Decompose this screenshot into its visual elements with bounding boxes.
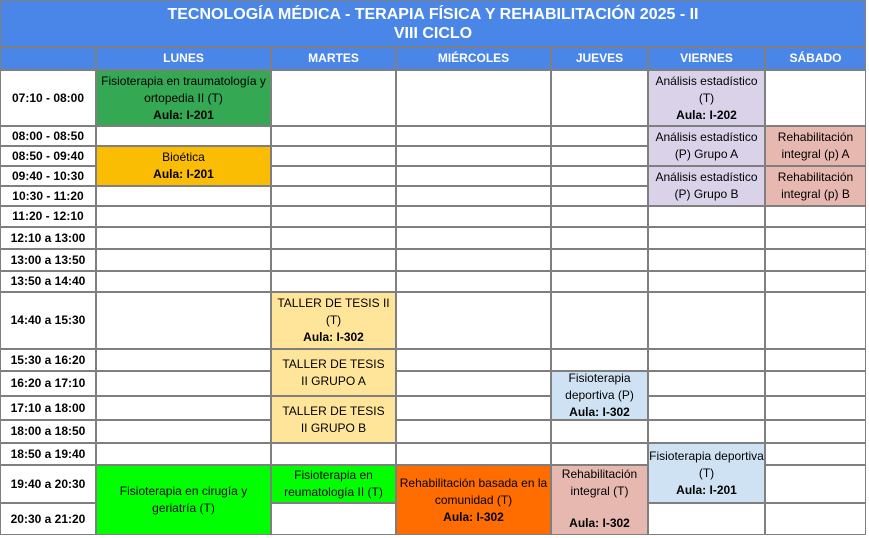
empty-cell bbox=[765, 503, 866, 535]
time-slot: 09:40 - 10:30 bbox=[0, 166, 96, 186]
course-name: Fisioterapia en reumatología II (T) bbox=[284, 468, 383, 499]
empty-cell bbox=[271, 70, 396, 126]
course-block bbox=[271, 292, 396, 349]
empty-cell bbox=[271, 503, 396, 535]
course-name: Fisioterapia en cirugía y geriatría (T) bbox=[119, 484, 248, 515]
course-block bbox=[765, 166, 866, 206]
empty-cell bbox=[396, 126, 551, 146]
empty-cell bbox=[271, 249, 396, 271]
empty-cell bbox=[96, 249, 271, 271]
course-room: Aula: I-302 bbox=[303, 330, 364, 344]
course-block bbox=[648, 443, 765, 503]
title-line2: VIII CICLO bbox=[393, 24, 473, 42]
empty-cell bbox=[648, 206, 765, 227]
empty-cell bbox=[648, 227, 765, 249]
empty-cell bbox=[96, 186, 271, 206]
course-room: Aula: I-302 bbox=[569, 516, 630, 530]
empty-cell bbox=[396, 70, 551, 126]
empty-cell bbox=[765, 420, 866, 443]
empty-cell bbox=[765, 371, 866, 396]
course-block bbox=[551, 371, 648, 420]
empty-cell bbox=[271, 227, 396, 249]
empty-cell bbox=[551, 166, 648, 186]
empty-cell bbox=[96, 292, 271, 349]
course-name: Rehabilitación integral (p) A bbox=[777, 130, 854, 161]
time-slot: 08:50 - 09:40 bbox=[0, 146, 96, 166]
empty-cell bbox=[96, 126, 271, 146]
empty-cell bbox=[551, 271, 648, 292]
empty-cell bbox=[96, 371, 271, 396]
empty-cell bbox=[271, 166, 396, 186]
course-block bbox=[648, 166, 765, 206]
time-slot: 13:50 a 14:40 bbox=[0, 271, 96, 292]
empty-cell bbox=[551, 349, 648, 371]
empty-cell bbox=[765, 292, 866, 349]
empty-cell bbox=[765, 396, 866, 420]
empty-cell bbox=[551, 146, 648, 166]
empty-cell bbox=[396, 166, 551, 186]
empty-cell bbox=[551, 186, 648, 206]
empty-cell bbox=[765, 349, 866, 371]
course-name: Bioética bbox=[162, 150, 205, 164]
course-room: Aula: I-302 bbox=[443, 509, 504, 524]
empty-cell bbox=[396, 349, 551, 371]
course-block bbox=[551, 465, 648, 535]
empty-cell bbox=[396, 146, 551, 166]
course-block bbox=[96, 465, 271, 535]
empty-cell bbox=[765, 443, 866, 465]
empty-cell bbox=[271, 271, 396, 292]
empty-cell bbox=[96, 349, 271, 371]
empty-cell bbox=[648, 271, 765, 292]
empty-cell bbox=[271, 206, 396, 227]
time-slot: 15:30 a 16:20 bbox=[0, 349, 96, 371]
course-room: Aula: I-302 bbox=[569, 405, 630, 419]
time-slot: 08:00 - 08:50 bbox=[0, 126, 96, 146]
time-slot: 19:40 a 20:30 bbox=[0, 465, 96, 503]
time-slot: 14:40 a 15:30 bbox=[0, 292, 96, 349]
time-slot: 10:30 - 11:20 bbox=[0, 186, 96, 206]
course-block bbox=[765, 126, 866, 166]
course-name: Fisioterapia deportiva (P) bbox=[565, 371, 634, 402]
empty-cell bbox=[396, 420, 551, 443]
empty-cell bbox=[396, 396, 551, 420]
empty-cell bbox=[551, 420, 648, 443]
header-corner bbox=[0, 47, 96, 70]
title-line1: TECNOLOGÍA MÉDICA - TERAPIA FÍSICA Y REHABILITACIÓN 2025 - II bbox=[167, 5, 699, 23]
course-room: Aula: I-202 bbox=[676, 107, 737, 122]
course-name: Rehabilitación integral (T) bbox=[561, 467, 638, 498]
empty-cell bbox=[765, 271, 866, 292]
empty-cell bbox=[271, 443, 396, 465]
course-block bbox=[96, 70, 271, 126]
empty-cell bbox=[648, 396, 765, 420]
empty-cell bbox=[765, 249, 866, 271]
course-block bbox=[271, 396, 396, 443]
empty-cell bbox=[551, 70, 648, 126]
day-header-martes: MARTES bbox=[271, 47, 396, 70]
empty-cell bbox=[551, 249, 648, 271]
empty-cell bbox=[271, 146, 396, 166]
time-slot: 20:30 a 21:20 bbox=[0, 503, 96, 535]
empty-cell bbox=[96, 206, 271, 227]
day-header-sabado: SÁBADO bbox=[765, 47, 866, 70]
empty-cell bbox=[396, 371, 551, 396]
time-slot: 16:20 a 17:10 bbox=[0, 371, 96, 396]
empty-cell bbox=[396, 292, 551, 349]
empty-cell bbox=[551, 206, 648, 227]
time-slot: 13:00 a 13:50 bbox=[0, 249, 96, 271]
course-room: Aula: I-201 bbox=[153, 107, 214, 122]
time-slot: 17:10 a 18:00 bbox=[0, 396, 96, 420]
course-name: Rehabilitación integral (p) B bbox=[777, 170, 854, 201]
course-block bbox=[396, 465, 551, 535]
course-room: Aula: I-201 bbox=[153, 167, 214, 181]
empty-cell bbox=[396, 227, 551, 249]
empty-cell bbox=[396, 206, 551, 227]
time-slot: 11:20 - 12:10 bbox=[0, 206, 96, 227]
empty-cell bbox=[96, 396, 271, 420]
course-name: TALLER DE TESIS II (T) bbox=[277, 296, 390, 327]
time-slot: 12:10 a 13:00 bbox=[0, 227, 96, 249]
empty-cell bbox=[648, 420, 765, 443]
empty-cell bbox=[271, 186, 396, 206]
empty-cell bbox=[765, 70, 866, 126]
empty-cell bbox=[648, 371, 765, 396]
course-name: TALLER DE TESIS II GRUPO A bbox=[282, 356, 385, 388]
empty-cell bbox=[648, 349, 765, 371]
course-block bbox=[648, 126, 765, 166]
time-slot: 18:50 a 19:40 bbox=[0, 443, 96, 465]
empty-cell bbox=[648, 249, 765, 271]
empty-cell bbox=[396, 443, 551, 465]
time-slot: 07:10 - 08:00 bbox=[0, 70, 96, 126]
course-block bbox=[271, 465, 396, 503]
course-name: Rehabilitación basada en la comunidad (T) bbox=[399, 475, 548, 507]
empty-cell bbox=[648, 503, 765, 535]
empty-cell bbox=[396, 186, 551, 206]
course-room: Aula: I-201 bbox=[676, 482, 737, 497]
empty-cell bbox=[551, 292, 648, 349]
course-name: Fisioterapia en traumatología y ortopedia II (T) bbox=[101, 73, 266, 105]
empty-cell bbox=[648, 292, 765, 349]
empty-cell bbox=[765, 227, 866, 249]
empty-cell bbox=[396, 249, 551, 271]
empty-cell bbox=[551, 126, 648, 146]
day-header-miercoles: MIÉRCOLES bbox=[396, 47, 551, 70]
day-header-jueves: JUEVES bbox=[551, 47, 648, 70]
course-name: Análisis estadístico (T) bbox=[655, 73, 758, 105]
course-name: TALLER DE TESIS II GRUPO B bbox=[282, 403, 385, 435]
day-header-lunes: LUNES bbox=[96, 47, 271, 70]
empty-cell bbox=[551, 443, 648, 465]
course-name: Análisis estadístico (P) Grupo A bbox=[655, 130, 758, 161]
course-block bbox=[96, 146, 271, 186]
course-block bbox=[271, 349, 396, 396]
empty-cell bbox=[765, 206, 866, 227]
empty-cell bbox=[396, 271, 551, 292]
empty-cell bbox=[551, 227, 648, 249]
course-name: Análisis estadístico (P) Grupo B bbox=[655, 170, 758, 201]
empty-cell bbox=[765, 465, 866, 503]
empty-cell bbox=[96, 271, 271, 292]
empty-cell bbox=[271, 126, 396, 146]
time-slot: 18:00 a 18:50 bbox=[0, 420, 96, 443]
empty-cell bbox=[96, 227, 271, 249]
course-name: Fisioterapia deportiva (T) bbox=[649, 448, 764, 480]
schedule-title bbox=[0, 0, 866, 47]
empty-cell bbox=[96, 443, 271, 465]
day-header-viernes: VIERNES bbox=[648, 47, 765, 70]
empty-cell bbox=[96, 420, 271, 443]
course-block bbox=[648, 70, 765, 126]
